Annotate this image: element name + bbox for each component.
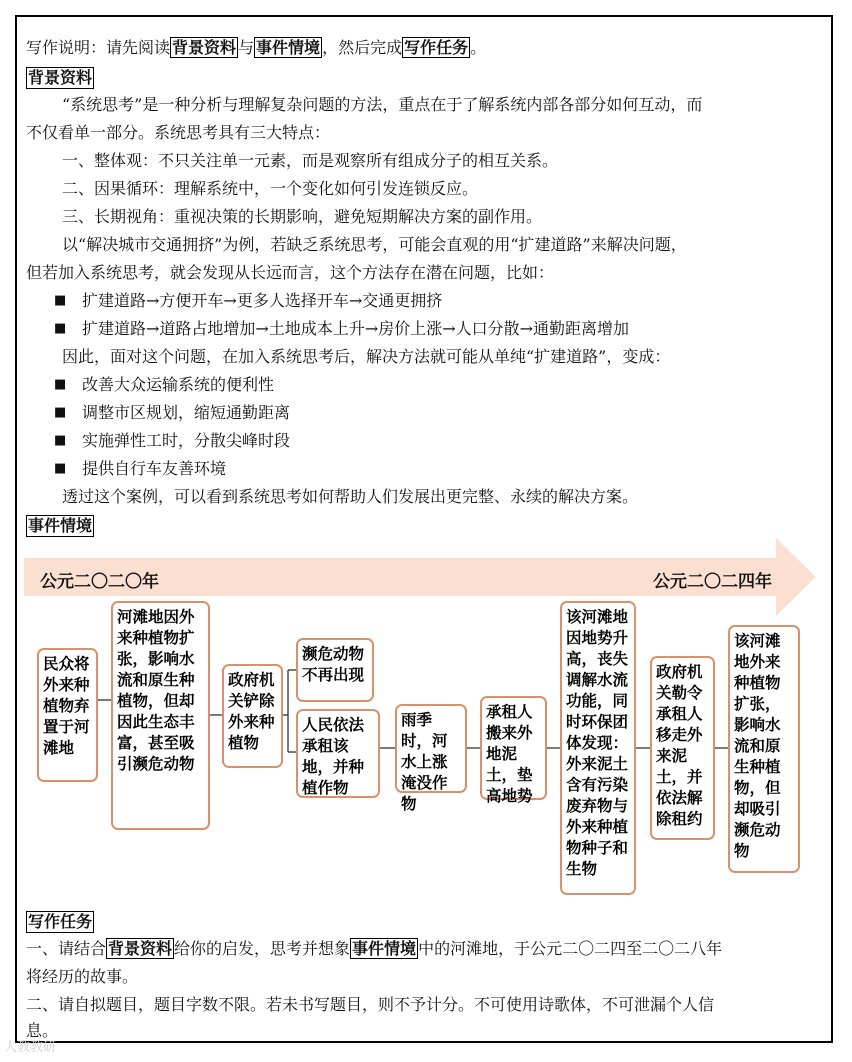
term-task: 写作任务 bbox=[404, 38, 469, 57]
solution-item-2: 调整市区规划，缩短通勤距离 bbox=[82, 403, 291, 422]
feature-long-term: 三、长期视角：重视决策的长期影响，避免短期解决方案的副作用。 bbox=[62, 207, 543, 226]
flow-node-4: 濒危动物不再出现 bbox=[296, 638, 374, 702]
bg-paragraph-1-line-1: “系统思考”是一种分析与理解复杂问题的方法，重点在于了解系统内部各部分如何互动，而 bbox=[62, 95, 703, 114]
flow-node-2: 河滩地因外来种植物扩张，影响水流和原生种植物，但却因此生态丰富，甚至吸引濒危动物 bbox=[111, 601, 210, 830]
bg-conclusion: 透过这个案例，可以看到系统思考如何帮助人们发展出更完整、永续的解决方案。 bbox=[62, 487, 639, 506]
flow-node-9: 政府机关勒令承租人移走外来泥土，并依法解除租约 bbox=[650, 656, 715, 840]
flow-node-10: 该河滩地外来种植物扩张，影响水流和原生种植物，但却吸引濒危动物 bbox=[728, 625, 800, 873]
bullet-icon: ■ bbox=[54, 461, 67, 476]
bg-paragraph-2-line-2: 但若加入系统思考，就会发现从长远而言，这个方法存在潜在问题，比如： bbox=[26, 263, 555, 282]
bullet-icon: ■ bbox=[54, 433, 67, 448]
bg-paragraph-3: 因此，面对这个问题，在加入系统思考后，解决方法就可能从单纯“扩建道路”，变成： bbox=[62, 347, 671, 366]
bullet-icon: ■ bbox=[54, 405, 67, 420]
watermark: 人教教研 bbox=[4, 1040, 57, 1055]
feature-holistic: 一、整体观：不只关注单一元素，而是观察所有组成分子的相互关系。 bbox=[62, 151, 559, 170]
chain-item-2: 扩建道路→道路占地增加→土地成本上升→房价上涨→人口分散→通勤距离增加 bbox=[82, 319, 630, 338]
solution-item-1: 改善大众运输系统的便利性 bbox=[82, 375, 275, 394]
task-2-line-1: 二、请自拟题目，题目字数不限。若未书写题目，则不予计分。不可使用诗歌体，不可泄漏个人信 bbox=[26, 995, 715, 1014]
flow-node-6: 雨季时，河水上涨淹没作物 bbox=[395, 704, 467, 793]
background-heading: 背景资料 bbox=[28, 68, 93, 87]
flow-node-1: 民众将外来种植物弃置于河滩地 bbox=[37, 648, 98, 782]
intro-line: 写作说明：请先阅读 背景资料 与 事件情境 ，然后完成 写作任务 。 bbox=[26, 38, 487, 57]
task-1-line-2: 将经历的故事。 bbox=[26, 967, 139, 986]
chain-item-1: 扩建道路→方便开车→更多人选择开车→交通更拥挤 bbox=[82, 291, 443, 310]
year-end-label: 公元二〇二四年 bbox=[653, 572, 772, 592]
flow-node-7: 承租人搬来外地泥土，垫高地势 bbox=[480, 696, 547, 800]
flow-node-3: 政府机关铲除外来种植物 bbox=[222, 664, 283, 768]
bullet-icon: ■ bbox=[54, 293, 67, 308]
bg-paragraph-1-line-2: 不仅看单一部分。系统思考具有三大特点： bbox=[26, 123, 331, 142]
flow-node-5: 人民依法承租该地，并种植作物 bbox=[296, 709, 380, 798]
bullet-icon: ■ bbox=[54, 377, 67, 392]
solution-item-4: 提供自行车友善环境 bbox=[82, 459, 227, 478]
bullet-icon: ■ bbox=[54, 321, 67, 336]
year-start-label: 公元二〇二〇年 bbox=[40, 572, 159, 592]
term-background: 背景资料 bbox=[108, 939, 173, 958]
feature-causal-loop: 二、因果循环：理解系统中，一个变化如何引发连锁反应。 bbox=[62, 179, 479, 198]
bg-paragraph-2-line-1: 以“解决城市交通拥挤”为例，若缺乏系统思考，可能会直观的用“扩建道路”来解决问题， bbox=[62, 235, 687, 254]
term-event: 事件情境 bbox=[256, 38, 321, 57]
task-heading: 写作任务 bbox=[28, 912, 93, 931]
task-2-line-2: 息。 bbox=[26, 1021, 59, 1040]
term-background: 背景资料 bbox=[172, 38, 237, 57]
solution-item-3: 实施弹性工时，分散尖峰时段 bbox=[82, 431, 291, 450]
term-event: 事件情境 bbox=[352, 939, 417, 958]
flow-node-8: 该河滩地因地势升高，丧失调解水流功能，同时环保团体发现：外来泥土含有污染废弃物与外来种植物种子和生物 bbox=[560, 601, 636, 895]
task-1-line-1: 一、请结合 背景资料 给你的启发，思考并想象 事件情境 中的河滩地，于公元二〇二四至二〇二八年 bbox=[26, 939, 723, 958]
event-heading: 事件情境 bbox=[28, 516, 93, 535]
